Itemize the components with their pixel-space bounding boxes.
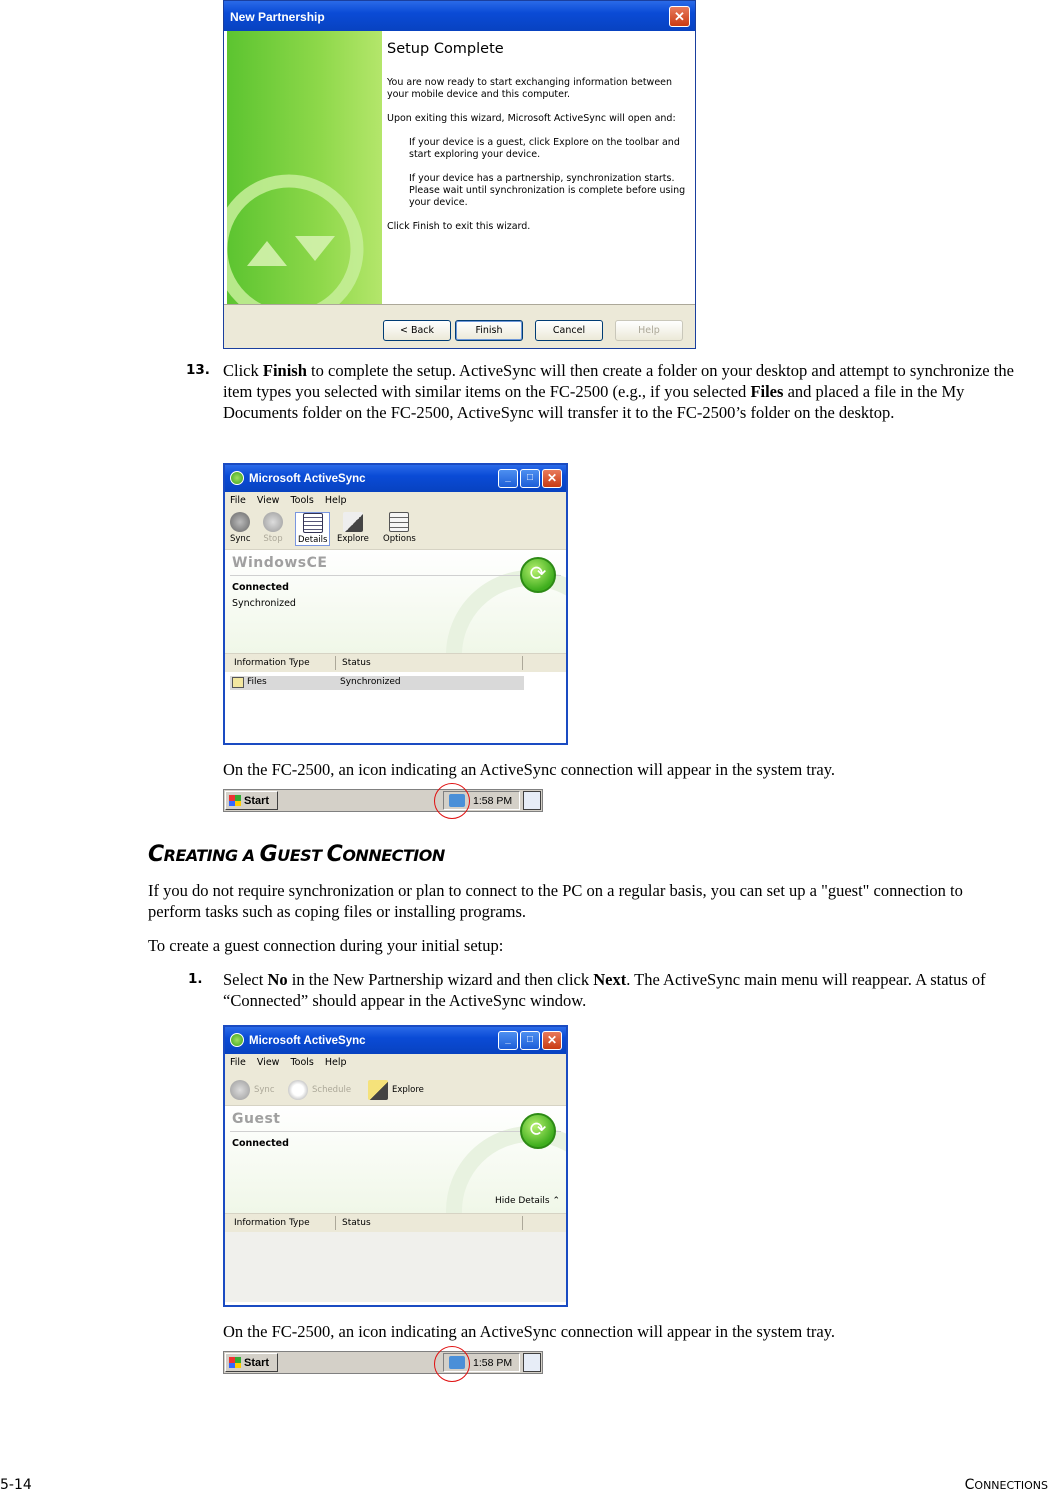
highlight-circle xyxy=(434,783,470,819)
dialog-title: New Partnership xyxy=(230,10,325,24)
sync-status-icon[interactable]: ⟳ xyxy=(520,557,556,593)
windows-logo-icon xyxy=(229,795,241,806)
divider xyxy=(230,575,561,576)
list-header xyxy=(225,1213,566,1232)
activesync-icon xyxy=(230,1033,244,1047)
information-list xyxy=(225,672,566,742)
start-button[interactable]: Start xyxy=(225,1353,278,1372)
clock: 1:58 PM xyxy=(473,1357,513,1369)
minimize-icon[interactable]: _ xyxy=(498,469,518,488)
column-status[interactable]: Status xyxy=(342,1218,371,1228)
step-13-text: Click Finish to complete the setup. ActiveSync will then create a folder on your desktop and attempt to synchronize the item types you selected with similar items on the FC-2500 (e.g., if you selected Files and placed a file in the My Documents folder on the FC-2500, ActiveSync will transfer it to the FC-2500’s folder on the desktop. xyxy=(223,361,1014,422)
files-icon xyxy=(232,677,244,688)
stop-button[interactable]: Stop xyxy=(263,512,283,544)
schedule-button[interactable]: Schedule xyxy=(288,1080,351,1100)
toolbar xyxy=(225,510,566,550)
list-header xyxy=(225,653,566,672)
help-button[interactable]: Help xyxy=(615,320,683,341)
menu-view[interactable]: View xyxy=(256,1057,280,1068)
sync-icon xyxy=(230,512,250,532)
highlight-circle xyxy=(434,1346,470,1382)
wizard-bullet: If your device has a partnership, synchronization starts. Please wait until synchronization is complete before using your device. xyxy=(409,173,686,208)
options-icon xyxy=(389,512,409,532)
close-icon[interactable]: ✕ xyxy=(669,6,690,27)
wizard-button-bar xyxy=(224,304,695,348)
column-status[interactable]: Status xyxy=(342,658,371,668)
step-1-text: Select No in the New Partnership wizard and then click Next. The ActiveSync main menu will reappear. A status of “Connected” should appear in the ActiveSync window. xyxy=(223,970,986,1010)
sync-status: Synchronized xyxy=(232,598,296,609)
section-paragraph: If you do not require synchronization or plan to connect to the PC on a regular basis, you can set up a "guest" connection to perform tasks such as coping files or installing programs. xyxy=(148,881,963,921)
menu-file[interactable]: File xyxy=(230,495,246,506)
sync-status-icon[interactable]: ⟳ xyxy=(520,1113,556,1149)
sync-icon xyxy=(230,1080,250,1100)
minimize-icon[interactable]: _ xyxy=(498,1031,518,1050)
page-number: 5-14 xyxy=(0,1477,32,1493)
maximize-icon[interactable]: □ xyxy=(520,1031,540,1050)
wizard-side-banner xyxy=(227,31,382,304)
close-icon[interactable]: ✕ xyxy=(542,1031,562,1050)
menu-file[interactable]: File xyxy=(230,1057,246,1068)
menu-help[interactable]: Help xyxy=(324,495,347,506)
menu-tools[interactable]: Tools xyxy=(290,495,314,506)
tray-note: On the FC-2500, an icon indicating an ActiveSync connection will appear in the system tray. xyxy=(223,1322,836,1341)
hide-details-link[interactable]: Hide Details ⌃ xyxy=(494,1196,560,1206)
new-partnership-dialog xyxy=(223,0,696,349)
connection-status: Connected xyxy=(232,1138,289,1149)
tray-note: On the FC-2500, an icon indicating an ActiveSync connection will appear in the system tray. xyxy=(223,760,836,779)
back-button[interactable]: < Back xyxy=(383,320,451,341)
explore-button[interactable]: Explore xyxy=(368,1080,424,1100)
window-title: Microsoft ActiveSync xyxy=(249,1035,366,1047)
information-list xyxy=(225,1232,566,1302)
menu-bar xyxy=(225,492,566,510)
activesync-icon xyxy=(230,471,244,485)
close-icon[interactable]: ✕ xyxy=(542,469,562,488)
dialog-title-bar xyxy=(224,1,695,31)
sync-button[interactable]: Sync xyxy=(230,1080,275,1100)
activesync-window xyxy=(223,1025,568,1307)
sync-button[interactable]: Sync xyxy=(230,512,251,544)
connection-status: Connected xyxy=(232,582,289,593)
menu-help[interactable]: Help xyxy=(324,1057,347,1068)
toolbar xyxy=(225,1072,566,1106)
row-status: Synchronized xyxy=(340,677,401,687)
status-panel xyxy=(225,1106,566,1213)
chapter-title: CONNECTIONS xyxy=(964,1477,1048,1493)
activesync-window xyxy=(223,463,568,745)
taskbar xyxy=(223,1351,543,1374)
clock: 1:58 PM xyxy=(473,795,513,807)
status-panel xyxy=(225,550,566,653)
menu-tools[interactable]: Tools xyxy=(290,1057,314,1068)
details-button[interactable]: Details xyxy=(295,512,330,546)
cancel-button[interactable]: Cancel xyxy=(535,320,603,341)
column-information-type[interactable]: Information Type xyxy=(234,658,310,668)
options-button[interactable]: Options xyxy=(383,512,416,544)
finish-button[interactable]: Finish xyxy=(455,320,523,341)
device-name: Guest xyxy=(232,1111,281,1127)
explore-button[interactable]: Explore xyxy=(337,512,369,544)
row-type: Files xyxy=(247,677,267,687)
section-paragraph: To create a guest connection during your initial setup: xyxy=(148,936,504,955)
desktop-icon[interactable] xyxy=(523,1353,541,1372)
wizard-paragraph: Upon exiting this wizard, Microsoft ActiveSync will open and: xyxy=(387,113,676,124)
device-name: WindowsCE xyxy=(232,555,328,571)
window-title: Microsoft ActiveSync xyxy=(249,473,366,485)
windows-logo-icon xyxy=(229,1357,241,1368)
step-number: 13. xyxy=(186,362,210,378)
wizard-bullet: If your device is a guest, click Explore on the toolbar and start exploring your device. xyxy=(409,137,680,160)
taskbar xyxy=(223,789,543,812)
column-information-type[interactable]: Information Type xyxy=(234,1218,310,1228)
window-title-bar xyxy=(225,1027,566,1054)
wizard-content xyxy=(387,43,687,245)
maximize-icon[interactable]: □ xyxy=(520,469,540,488)
table-row[interactable] xyxy=(230,676,524,690)
menu-bar xyxy=(225,1054,566,1072)
start-button[interactable]: Start xyxy=(225,791,278,810)
explore-icon xyxy=(368,1080,388,1100)
details-icon xyxy=(303,513,323,533)
activesync-watermark-icon xyxy=(227,31,382,304)
wizard-paragraph: Click Finish to exit this wizard. xyxy=(387,221,531,232)
wizard-paragraph: You are now ready to start exchanging information between your mobile device and this computer. xyxy=(387,77,673,100)
stop-icon xyxy=(263,512,283,532)
wizard-heading: Setup Complete xyxy=(387,41,504,57)
window-title-bar xyxy=(225,465,566,492)
section-heading: CREATING A GUEST CONNECTION xyxy=(148,842,445,867)
desktop-icon[interactable] xyxy=(523,791,541,810)
clock-icon xyxy=(288,1080,308,1100)
explore-icon xyxy=(343,512,363,532)
chevron-up-icon: ⌃ xyxy=(552,1196,560,1206)
divider xyxy=(230,1131,561,1132)
step-number: 1. xyxy=(188,971,203,987)
menu-view[interactable]: View xyxy=(256,495,280,506)
